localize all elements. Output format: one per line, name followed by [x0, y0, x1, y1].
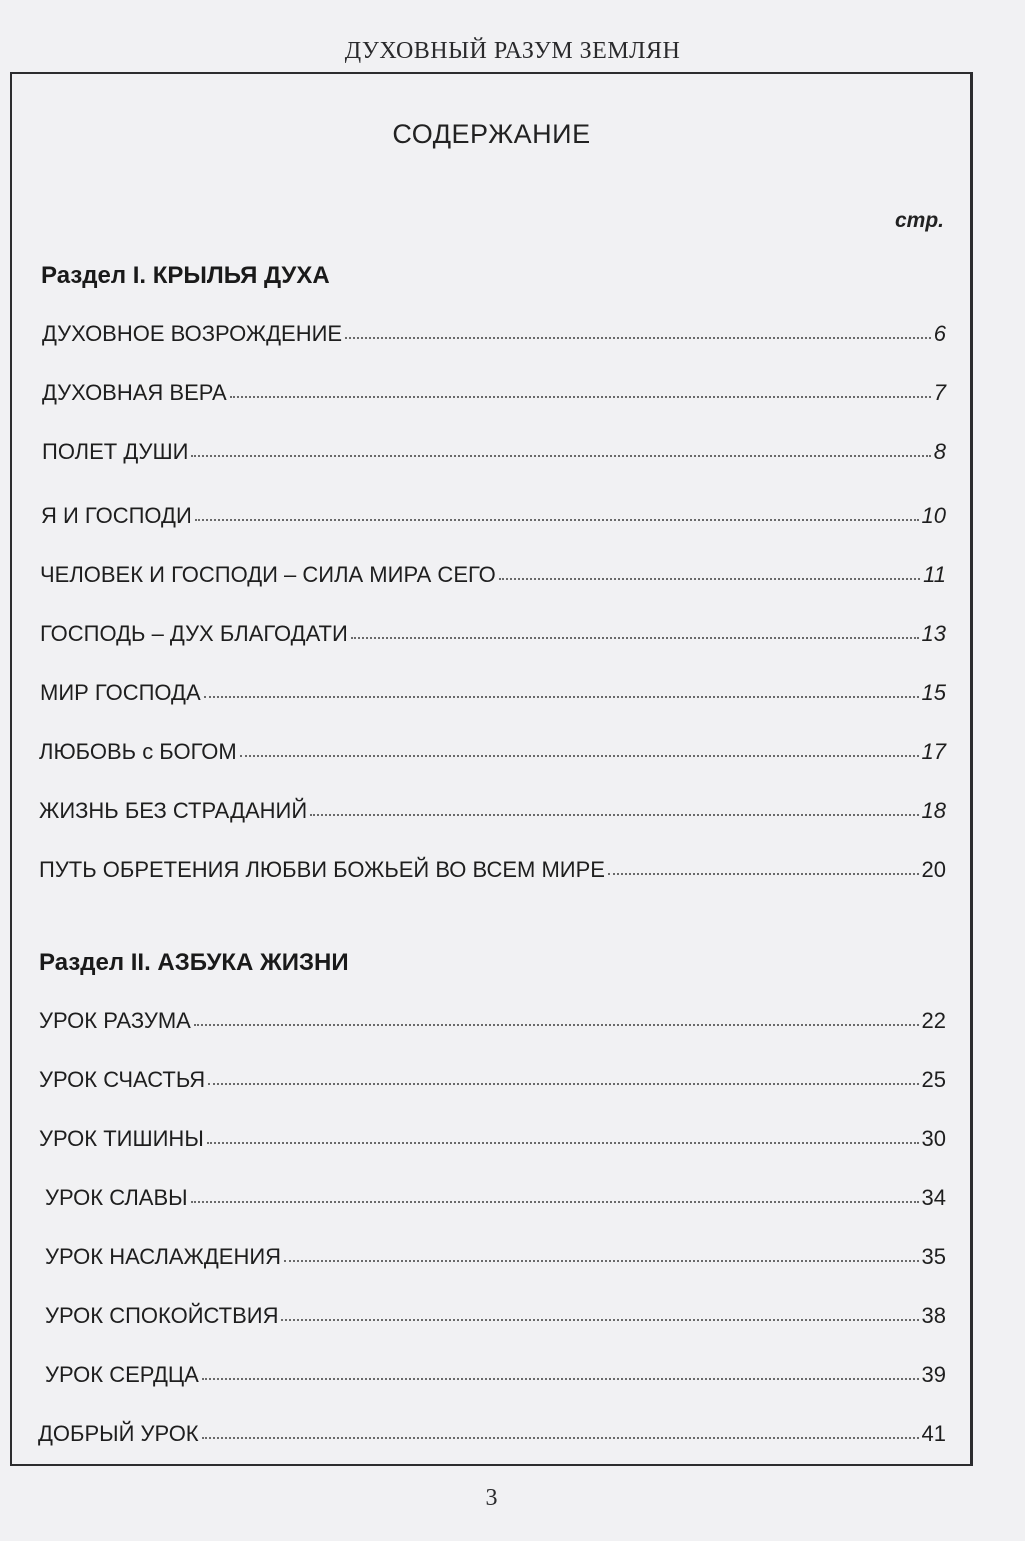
toc-entry-page: 35 — [921, 1244, 946, 1269]
toc-entry[interactable] — [0, 621, 946, 651]
toc-entry-page: 10 — [921, 503, 946, 528]
toc-entry[interactable] — [0, 1067, 946, 1097]
dot-leader — [345, 337, 931, 339]
toc-entry[interactable] — [0, 680, 946, 710]
dot-leader — [310, 814, 918, 816]
toc-entry-page: 20 — [921, 857, 946, 882]
toc-entry[interactable] — [0, 1244, 946, 1274]
dot-leader — [284, 1260, 918, 1262]
toc-entry-page: 30 — [921, 1126, 946, 1151]
page-column-label: стр. — [894, 209, 944, 232]
toc-entry-page: 6 — [933, 321, 946, 346]
toc-entry[interactable] — [0, 1362, 946, 1392]
dot-leader — [195, 519, 919, 521]
dot-leader — [204, 696, 919, 698]
toc-entry-page: 13 — [921, 621, 946, 646]
toc-entry-page: 25 — [921, 1067, 946, 1092]
toc-entry-label: ЛЮБОВЬ с БОГОМ — [39, 739, 237, 764]
toc-entry-label: УРОК СПОКОЙСТВИЯ — [45, 1303, 279, 1328]
toc-entry-label: ДУХОВНАЯ ВЕРА — [42, 380, 227, 405]
toc-entry-page: 15 — [921, 680, 946, 705]
toc-entry-label: ДОБРЫЙ УРОК — [38, 1421, 199, 1446]
dot-leader — [191, 455, 930, 457]
dot-leader — [207, 1142, 919, 1144]
toc-entry[interactable] — [0, 1303, 946, 1333]
toc-entry-page: 41 — [921, 1421, 946, 1446]
toc-title: СОДЕРЖАНИЕ — [392, 119, 591, 149]
dot-leader — [351, 637, 919, 639]
toc-entry-page: 7 — [933, 380, 946, 405]
toc-entry-page: 11 — [923, 562, 946, 587]
dot-leader — [281, 1319, 918, 1321]
toc-entry-page: 17 — [921, 739, 946, 764]
toc-entry-page: 22 — [921, 1008, 946, 1033]
toc-entry[interactable] — [0, 1185, 946, 1215]
toc-entry-page: 38 — [921, 1303, 946, 1328]
toc-entry-label: УРОК СЧАСТЬЯ — [39, 1067, 206, 1092]
toc-entry[interactable] — [0, 1126, 946, 1156]
toc-entry-label: ПУТЬ ОБРЕТЕНИЯ ЛЮБВИ БОЖЬЕЙ ВО ВСЕМ МИРЕ — [39, 857, 605, 882]
dot-leader — [202, 1378, 919, 1380]
toc-entry[interactable] — [0, 503, 946, 533]
dot-leader — [608, 873, 919, 875]
toc-entry-label: УРОК НАСЛАЖДЕНИЯ — [45, 1244, 282, 1269]
toc-entry[interactable] — [0, 739, 946, 769]
dot-leader — [194, 1024, 919, 1026]
toc-entry-label: ЧЕЛОВЕК И ГОСПОДИ – СИЛА МИРА СЕГО — [40, 562, 496, 587]
toc-entry[interactable] — [0, 1008, 946, 1038]
toc-entry[interactable] — [0, 562, 946, 592]
section-title-1: Раздел I. КРЫЛЬЯ ДУХА — [41, 262, 330, 289]
toc-entry[interactable] — [0, 380, 946, 410]
toc-entry-page: 39 — [921, 1362, 946, 1387]
toc-entry-label: ПОЛЕТ ДУШИ — [42, 439, 189, 464]
toc-entry-label: УРОК ТИШИНЫ — [39, 1126, 204, 1151]
dot-leader — [191, 1201, 919, 1203]
dot-leader — [230, 396, 931, 398]
page-number: 3 — [485, 1485, 498, 1511]
toc-entry-label: МИР ГОСПОДА — [40, 680, 201, 705]
dot-leader — [240, 755, 919, 757]
toc-entry[interactable] — [0, 439, 946, 469]
toc-entry[interactable] — [0, 1421, 946, 1451]
toc-entry-page: 8 — [933, 439, 946, 464]
toc-entry-label: ЖИЗНЬ БЕЗ СТРАДАНИЙ — [39, 798, 308, 823]
section-title-2: Раздел II. АЗБУКА ЖИЗНИ — [39, 949, 349, 976]
toc-entry[interactable] — [0, 321, 946, 351]
toc-entry-label: ДУХОВНОЕ ВОЗРОЖДЕНИЕ — [42, 321, 343, 346]
toc-entry-page: 18 — [921, 798, 946, 823]
running-head-title: ДУХОВНЫЙ РАЗУМ ЗЕМЛЯН — [344, 38, 681, 64]
toc-entry[interactable] — [0, 857, 946, 887]
toc-entry-label: УРОК СЕРДЦА — [45, 1362, 199, 1387]
toc-entry-page: 34 — [921, 1185, 946, 1210]
dot-leader — [208, 1083, 918, 1085]
dot-leader — [202, 1437, 919, 1439]
toc-entry-label: ГОСПОДЬ – ДУХ БЛАГОДАТИ — [40, 621, 348, 646]
toc-entry[interactable] — [0, 798, 946, 828]
toc-entry-label: УРОК СЛАВЫ — [45, 1185, 188, 1210]
toc-entry-label: УРОК РАЗУМА — [39, 1008, 191, 1033]
dot-leader — [499, 578, 920, 580]
toc-entry-label: Я И ГОСПОДИ — [41, 503, 192, 528]
